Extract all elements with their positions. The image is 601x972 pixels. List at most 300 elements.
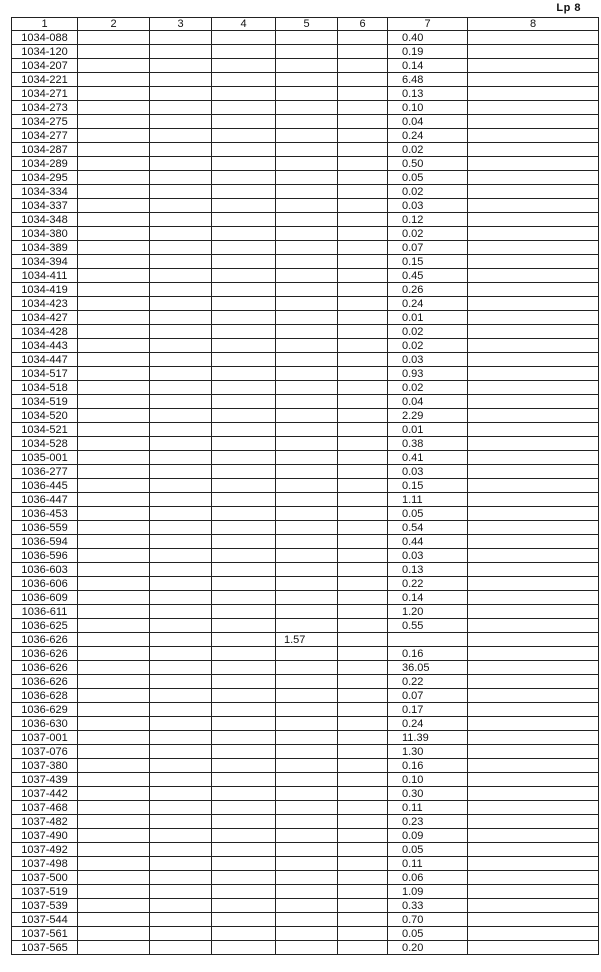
empty-cell <box>338 507 388 521</box>
empty-cell <box>212 255 276 269</box>
empty-cell <box>212 899 276 913</box>
empty-cell <box>468 829 599 843</box>
empty-cell <box>212 689 276 703</box>
col7-cell: 0.05 <box>388 507 468 521</box>
empty-cell <box>78 857 150 871</box>
column-header: 8 <box>468 18 599 31</box>
empty-cell <box>212 115 276 129</box>
row-id-cell: 1037-076 <box>12 745 78 759</box>
col7-cell: 0.19 <box>388 45 468 59</box>
empty-cell <box>468 451 599 465</box>
col7-cell: 0.23 <box>388 815 468 829</box>
empty-cell <box>150 297 212 311</box>
col7-cell: 0.26 <box>388 283 468 297</box>
col5-cell <box>276 521 338 535</box>
col5-cell <box>276 885 338 899</box>
empty-cell <box>150 339 212 353</box>
empty-cell <box>338 157 388 171</box>
empty-cell <box>150 395 212 409</box>
table-row <box>12 885 599 899</box>
row-id-cell: 1037-380 <box>12 759 78 773</box>
table-row <box>12 689 599 703</box>
table-row <box>12 241 599 255</box>
row-id-cell: 1036-628 <box>12 689 78 703</box>
empty-cell <box>212 269 276 283</box>
col5-cell <box>276 227 338 241</box>
col7-cell: 1.11 <box>388 493 468 507</box>
col5-cell <box>276 381 338 395</box>
empty-cell <box>468 759 599 773</box>
col5-cell <box>276 423 338 437</box>
empty-cell <box>150 563 212 577</box>
col5-cell <box>276 255 338 269</box>
empty-cell <box>150 423 212 437</box>
empty-cell <box>468 885 599 899</box>
col5-cell <box>276 549 338 563</box>
col7-cell: 0.22 <box>388 577 468 591</box>
table-row <box>12 899 599 913</box>
col5-cell <box>276 675 338 689</box>
empty-cell <box>78 395 150 409</box>
empty-cell <box>150 325 212 339</box>
empty-cell <box>468 521 599 535</box>
empty-cell <box>212 759 276 773</box>
row-id-cell: 1036-594 <box>12 535 78 549</box>
row-id-cell: 1036-606 <box>12 577 78 591</box>
col7-cell: 0.24 <box>388 717 468 731</box>
empty-cell <box>78 409 150 423</box>
col7-cell: 0.10 <box>388 101 468 115</box>
empty-cell <box>212 563 276 577</box>
empty-cell <box>150 661 212 675</box>
empty-cell <box>150 843 212 857</box>
empty-cell <box>150 353 212 367</box>
empty-cell <box>150 871 212 885</box>
empty-cell <box>212 185 276 199</box>
empty-cell <box>150 801 212 815</box>
empty-cell <box>468 381 599 395</box>
empty-cell <box>468 479 599 493</box>
empty-cell <box>78 283 150 297</box>
empty-cell <box>338 297 388 311</box>
col5-cell <box>276 577 338 591</box>
row-id-cell: 1034-423 <box>12 297 78 311</box>
row-id-cell: 1034-273 <box>12 101 78 115</box>
col5-cell <box>276 857 338 871</box>
empty-cell <box>468 283 599 297</box>
empty-cell <box>78 479 150 493</box>
empty-cell <box>78 339 150 353</box>
empty-cell <box>468 395 599 409</box>
empty-cell <box>150 549 212 563</box>
table-row <box>12 409 599 423</box>
col7-cell: 0.15 <box>388 255 468 269</box>
table-row <box>12 143 599 157</box>
empty-cell <box>212 829 276 843</box>
col7-cell: 0.02 <box>388 381 468 395</box>
empty-cell <box>78 507 150 521</box>
empty-cell <box>150 451 212 465</box>
empty-cell <box>78 661 150 675</box>
col5-cell <box>276 31 338 45</box>
empty-cell <box>78 871 150 885</box>
table-row <box>12 703 599 717</box>
empty-cell <box>468 325 599 339</box>
col7-cell: 0.54 <box>388 521 468 535</box>
col7-cell: 0.07 <box>388 689 468 703</box>
empty-cell <box>212 87 276 101</box>
empty-cell <box>468 689 599 703</box>
col7-cell: 0.24 <box>388 297 468 311</box>
col5-cell <box>276 759 338 773</box>
empty-cell <box>212 437 276 451</box>
empty-cell <box>150 773 212 787</box>
empty-cell <box>212 311 276 325</box>
col7-cell: 0.02 <box>388 227 468 241</box>
row-id-cell: 1034-443 <box>12 339 78 353</box>
empty-cell <box>150 647 212 661</box>
empty-cell <box>338 437 388 451</box>
row-id-cell: 1034-428 <box>12 325 78 339</box>
col7-cell: 0.01 <box>388 311 468 325</box>
row-id-cell: 1036-447 <box>12 493 78 507</box>
table-row <box>12 633 599 647</box>
empty-cell <box>468 255 599 269</box>
col7-cell: 0.14 <box>388 59 468 73</box>
row-id-cell: 1034-348 <box>12 213 78 227</box>
table-row <box>12 283 599 297</box>
empty-cell <box>338 871 388 885</box>
table-row <box>12 213 599 227</box>
empty-cell <box>150 689 212 703</box>
empty-cell <box>212 913 276 927</box>
table-row <box>12 269 599 283</box>
table-row <box>12 535 599 549</box>
empty-cell <box>212 199 276 213</box>
empty-cell <box>78 423 150 437</box>
col7-cell: 0.03 <box>388 199 468 213</box>
table-row <box>12 647 599 661</box>
table-row <box>12 185 599 199</box>
table-row <box>12 731 599 745</box>
table-row <box>12 493 599 507</box>
col5-cell <box>276 451 338 465</box>
table-row <box>12 115 599 129</box>
empty-cell <box>468 297 599 311</box>
empty-cell <box>338 73 388 87</box>
col5-cell <box>276 129 338 143</box>
empty-cell <box>212 325 276 339</box>
col5-cell <box>276 101 338 115</box>
empty-cell <box>212 143 276 157</box>
empty-cell <box>468 199 599 213</box>
empty-cell <box>338 773 388 787</box>
empty-cell <box>468 619 599 633</box>
col5-cell <box>276 647 338 661</box>
table-row <box>12 87 599 101</box>
row-id-cell: 1036-629 <box>12 703 78 717</box>
empty-cell <box>338 409 388 423</box>
empty-cell <box>78 73 150 87</box>
col5-cell <box>276 731 338 745</box>
column-header: 1 <box>12 18 78 31</box>
empty-cell <box>338 493 388 507</box>
empty-cell <box>468 353 599 367</box>
empty-cell <box>212 675 276 689</box>
col5-cell <box>276 143 338 157</box>
empty-cell <box>338 661 388 675</box>
empty-cell <box>212 647 276 661</box>
empty-cell <box>150 507 212 521</box>
column-header: 3 <box>150 18 212 31</box>
table-row <box>12 871 599 885</box>
table-row <box>12 619 599 633</box>
header-row <box>12 18 599 31</box>
empty-cell <box>468 899 599 913</box>
col5-cell <box>276 591 338 605</box>
col5-cell <box>276 213 338 227</box>
col5-cell <box>276 535 338 549</box>
table-row <box>12 297 599 311</box>
empty-cell <box>338 31 388 45</box>
empty-cell <box>338 255 388 269</box>
col5-cell <box>276 717 338 731</box>
empty-cell <box>150 409 212 423</box>
empty-cell <box>78 157 150 171</box>
empty-cell <box>78 885 150 899</box>
table-body <box>12 31 599 955</box>
col5-cell <box>276 563 338 577</box>
col5-cell <box>276 241 338 255</box>
col5-cell <box>276 353 338 367</box>
empty-cell <box>150 703 212 717</box>
empty-cell <box>212 941 276 955</box>
empty-cell <box>338 843 388 857</box>
row-id-cell: 1037-498 <box>12 857 78 871</box>
table-row <box>12 423 599 437</box>
empty-cell <box>212 101 276 115</box>
empty-cell <box>468 549 599 563</box>
col5-cell <box>276 703 338 717</box>
col5-cell <box>276 297 338 311</box>
row-id-cell: 1036-625 <box>12 619 78 633</box>
table-row <box>12 255 599 269</box>
empty-cell <box>212 843 276 857</box>
empty-cell <box>78 227 150 241</box>
empty-cell <box>338 563 388 577</box>
col7-cell: 0.06 <box>388 871 468 885</box>
row-id-cell: 1034-120 <box>12 45 78 59</box>
table-row <box>12 605 599 619</box>
table-row <box>12 129 599 143</box>
table-row <box>12 507 599 521</box>
row-id-cell: 1034-389 <box>12 241 78 255</box>
col5-cell <box>276 465 338 479</box>
empty-cell <box>468 45 599 59</box>
empty-cell <box>338 143 388 157</box>
empty-cell <box>150 199 212 213</box>
col7-cell: 0.04 <box>388 115 468 129</box>
empty-cell <box>150 675 212 689</box>
empty-cell <box>78 773 150 787</box>
row-id-cell: 1034-334 <box>12 185 78 199</box>
table-row <box>12 787 599 801</box>
empty-cell <box>150 535 212 549</box>
table-row <box>12 801 599 815</box>
empty-cell <box>78 493 150 507</box>
table-row <box>12 31 599 45</box>
empty-cell <box>78 129 150 143</box>
empty-cell <box>468 745 599 759</box>
col7-cell: 0.02 <box>388 339 468 353</box>
empty-cell <box>212 773 276 787</box>
empty-cell <box>212 45 276 59</box>
col7-cell: 0.22 <box>388 675 468 689</box>
empty-cell <box>468 143 599 157</box>
empty-cell <box>78 143 150 157</box>
table-row <box>12 857 599 871</box>
table-row <box>12 171 599 185</box>
col5-cell <box>276 913 338 927</box>
empty-cell <box>338 927 388 941</box>
empty-cell <box>338 731 388 745</box>
empty-cell <box>150 31 212 45</box>
col7-cell: 0.33 <box>388 899 468 913</box>
empty-cell <box>150 115 212 129</box>
empty-cell <box>338 913 388 927</box>
empty-cell <box>212 885 276 899</box>
empty-cell <box>212 157 276 171</box>
empty-cell <box>468 493 599 507</box>
empty-cell <box>212 493 276 507</box>
empty-cell <box>78 45 150 59</box>
empty-cell <box>78 437 150 451</box>
empty-cell <box>468 227 599 241</box>
empty-cell <box>338 129 388 143</box>
empty-cell <box>150 87 212 101</box>
empty-cell <box>212 227 276 241</box>
empty-cell <box>338 801 388 815</box>
col5-cell <box>276 185 338 199</box>
empty-cell <box>212 857 276 871</box>
empty-cell <box>78 633 150 647</box>
empty-cell <box>468 801 599 815</box>
empty-cell <box>338 633 388 647</box>
empty-cell <box>78 535 150 549</box>
col7-cell: 36.05 <box>388 661 468 675</box>
empty-cell <box>78 465 150 479</box>
col7-cell: 0.14 <box>388 591 468 605</box>
col5-cell: 1.57 <box>276 633 338 647</box>
col7-cell: 0.05 <box>388 171 468 185</box>
empty-cell <box>78 199 150 213</box>
empty-cell <box>212 73 276 87</box>
col5-cell <box>276 493 338 507</box>
empty-cell <box>78 941 150 955</box>
row-id-cell: 1036-453 <box>12 507 78 521</box>
empty-cell <box>78 605 150 619</box>
row-id-cell: 1034-517 <box>12 367 78 381</box>
col5-cell <box>276 479 338 493</box>
table-row <box>12 451 599 465</box>
table-row <box>12 927 599 941</box>
empty-cell <box>212 465 276 479</box>
empty-cell <box>78 521 150 535</box>
row-id-cell: 1036-277 <box>12 465 78 479</box>
col7-cell: 0.02 <box>388 185 468 199</box>
empty-cell <box>338 381 388 395</box>
empty-cell <box>468 437 599 451</box>
empty-cell <box>78 31 150 45</box>
table-row <box>12 745 599 759</box>
empty-cell <box>212 297 276 311</box>
empty-cell <box>78 577 150 591</box>
empty-cell <box>212 591 276 605</box>
empty-cell <box>78 815 150 829</box>
table-row <box>12 941 599 955</box>
empty-cell <box>78 353 150 367</box>
col7-cell: 0.04 <box>388 395 468 409</box>
col5-cell <box>276 745 338 759</box>
empty-cell <box>78 563 150 577</box>
empty-cell <box>212 619 276 633</box>
row-id-cell: 1037-519 <box>12 885 78 899</box>
empty-cell <box>78 549 150 563</box>
row-id-cell: 1037-442 <box>12 787 78 801</box>
empty-cell <box>78 367 150 381</box>
empty-cell <box>468 115 599 129</box>
col7-cell: 0.45 <box>388 269 468 283</box>
column-header: 5 <box>276 18 338 31</box>
empty-cell <box>150 857 212 871</box>
col5-cell <box>276 269 338 283</box>
empty-cell <box>212 801 276 815</box>
empty-cell <box>150 605 212 619</box>
empty-cell <box>468 241 599 255</box>
row-id-cell: 1034-271 <box>12 87 78 101</box>
empty-cell <box>338 101 388 115</box>
row-id-cell: 1034-295 <box>12 171 78 185</box>
empty-cell <box>78 829 150 843</box>
empty-cell <box>150 381 212 395</box>
empty-cell <box>468 913 599 927</box>
col7-cell: 0.13 <box>388 563 468 577</box>
table-row <box>12 661 599 675</box>
empty-cell <box>212 479 276 493</box>
col5-cell <box>276 661 338 675</box>
empty-cell <box>212 451 276 465</box>
empty-cell <box>468 591 599 605</box>
row-id-cell: 1034-447 <box>12 353 78 367</box>
row-id-cell: 1036-603 <box>12 563 78 577</box>
empty-cell <box>468 717 599 731</box>
empty-cell <box>150 927 212 941</box>
table-row <box>12 773 599 787</box>
col7-cell: 0.70 <box>388 913 468 927</box>
col7-cell: 0.20 <box>388 941 468 955</box>
col5-cell <box>276 689 338 703</box>
data-table <box>11 17 599 955</box>
row-id-cell: 1034-221 <box>12 73 78 87</box>
empty-cell <box>468 661 599 675</box>
empty-cell <box>338 941 388 955</box>
col5-cell <box>276 815 338 829</box>
col5-cell <box>276 283 338 297</box>
empty-cell <box>78 675 150 689</box>
empty-cell <box>212 31 276 45</box>
empty-cell <box>212 731 276 745</box>
col7-cell: 0.09 <box>388 829 468 843</box>
